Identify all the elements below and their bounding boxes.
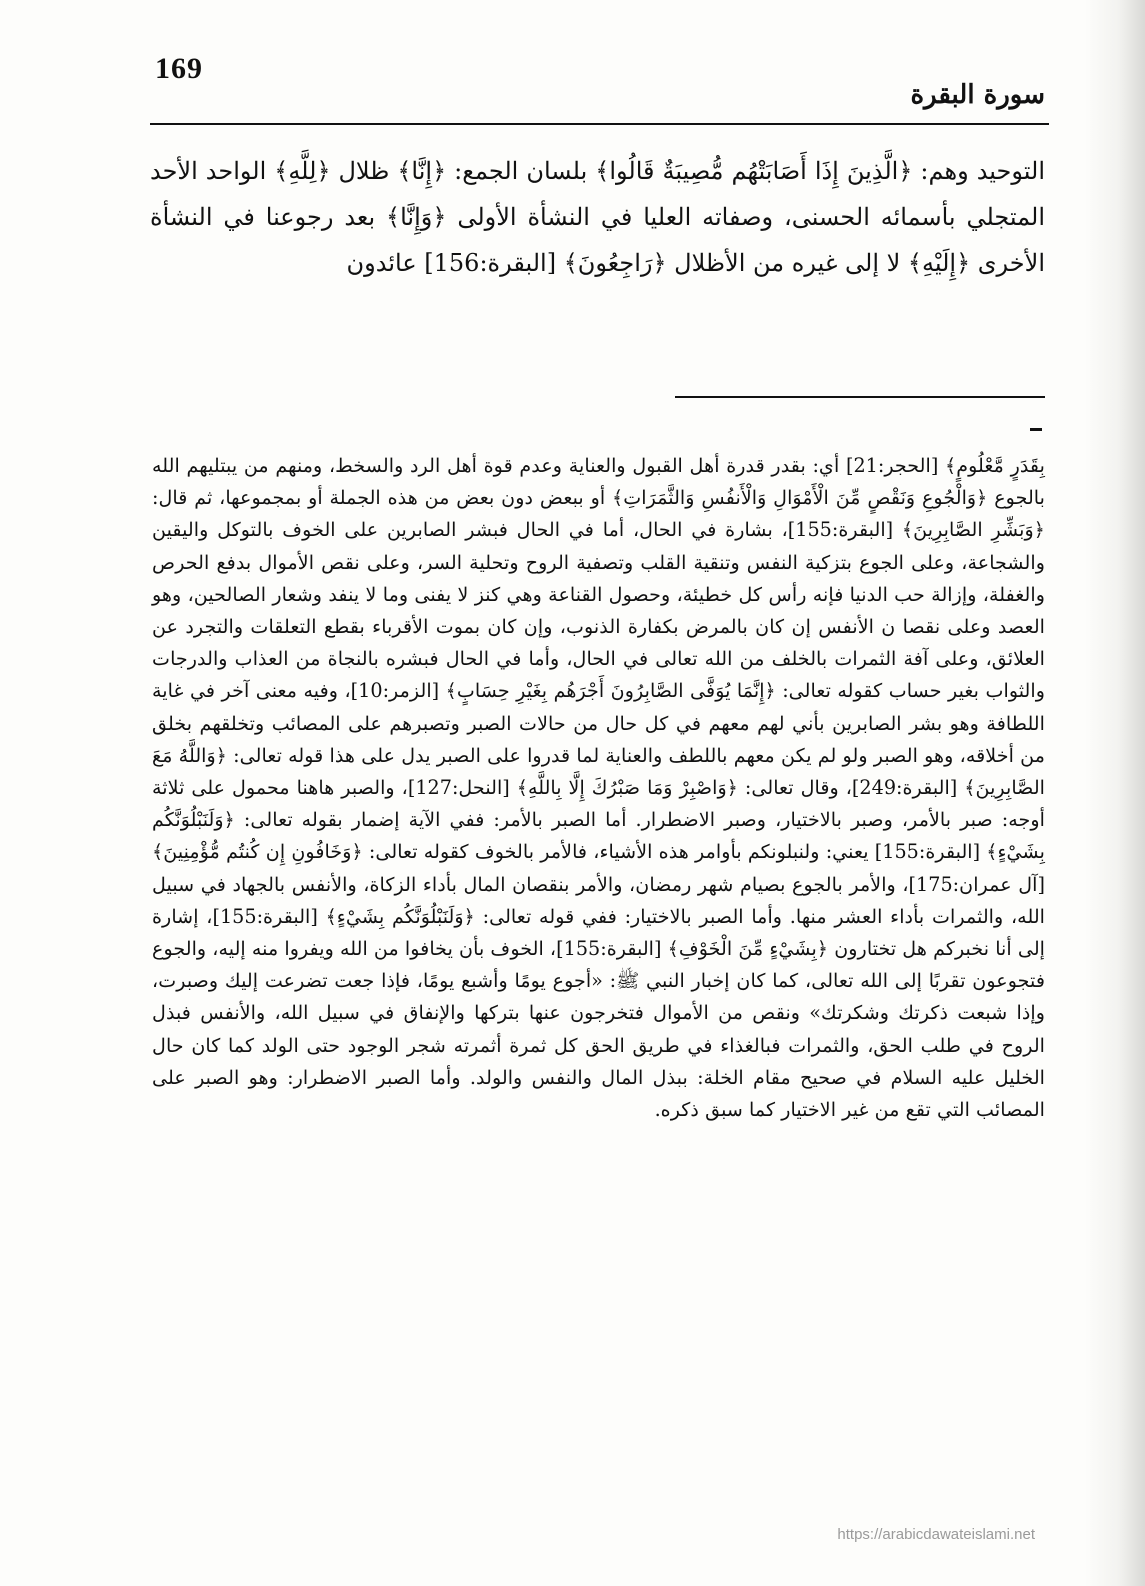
footnote-dash-mark [1030, 428, 1042, 431]
footnote-block [152, 450, 1045, 1126]
surah-title: سورة البقرة [910, 80, 1045, 110]
header-rule [150, 123, 1049, 125]
main-text-block [150, 148, 1045, 286]
footnote-paragraph: بِقَدَرٍ مَّعْلُومٍ﴾ [الحجر:21] أي: بقدر قدرة أهل القبول والعناية وعدم قوة أهل الرد والسخط، ومنهم من يبتليهم الله بالجوع ﴿وَالْجُوعِ وَنَقْصٍ مِّنَ الْأَمْوَالِ وَالْأَنفُسِ وَالثَّمَرَاتِ﴾ أو ببعض دون بعض من هذه الجملة أو بمجموعها، ثم قال: ﴿وَبَشِّرِ الصَّابِرِينَ﴾ [البقرة:155]، بشارة في الحال، أما في الحال فبشر الصابرين على الخوف بالتوكل واليقين والشجاعة، وعلى الجوع بتزكية النفس وتنقية القلب وتصفية الروح وتحلية السر، وعلى نقص الأموال بدفع الحرص والغفلة، وإزالة حب الدنيا فإنه رأس كل خطيئة، وحصول القناعة وهي كنز لا يفنى وما لا ينفد وشعار الصالحين، وهو العصد وعلى نقصا ن الأنفس إن كان بالمرض بكفارة الذنوب، وإن كان بموت الأقرباء بقطع التعلقات والتجرد عن العلائق، وعلى آفة الثمرات بالخلف من الله تعالى في الحال، وأما في الحال فبشره بالنجاة من العذاب والدرجات والثواب بغير حساب كقوله تعالى: ﴿إِنَّمَا يُوَفَّى الصَّابِرُونَ أَجْرَهُم بِغَيْرِ حِسَابٍ﴾ [الزمر:10]، وفيه معنى آخر في غاية اللطافة وهو بشر الصابرين بأني لهم معهم في كل حال من حالات الصبر وتصبرهم على المصائب وتخلقهم بخلق من أخلاقه، وهو الصبر ولو لم يكن معهم باللطف والعناية لما قدروا على الصبر يدل على هذا قوله تعالى: ﴿وَاللَّهُ مَعَ الصَّابِرِينَ﴾ [البقرة:249]، وقال تعالى: ﴿وَاصْبِرْ وَمَا صَبْرُكَ إِلَّا بِاللَّهِ﴾ [النحل:127]، والصبر هاهنا محمول على ثلاثة أوجه: صبر بالأمر، وصبر بالاختيار، وصبر الاضطرار. أما الصبر بالأمر: ففي الآية إضمار بقوله تعالى: ﴿وَلَنَبْلُوَنَّكُم بِشَيْءٍ﴾ [البقرة:155] يعني: ولنبلونكم بأوامر هذه الأشياء، فالأمر بالخوف كقوله تعالى: ﴿وَخَافُونِ إِن كُنتُم مُّؤْمِنِينَ﴾ [آل عمران:175]، والأمر بالجوع بصيام شهر رمضان، والأمر بنقصان المال بأداء الزكاة، والأنفس بالجهاد في سبيل الله، والثمرات بأداء العشر منها. وأما الصبر بالاختيار: ففي قوله تعالى: ﴿وَلَنَبْلُوَنَّكُم بِشَيْءٍ﴾ [البقرة:155]، إشارة إلى أنا نخبركم هل تختارون ﴿بِشَيْءٍ مِّنَ الْخَوْفِ﴾ [البقرة:155]، الخوف بأن يخافوا من الله ويفروا منه إليه، والجوع فتجوعون تقربًا إلى الله تعالى، كما كان إخبار النبي ﷺ: «أجوع يومًا وأشبع يومًا، فإذا جعت تضرعت إليك وصبرت، وإذا شبعت ذكرتك وشكرتك» ونقص من الأموال فتخرجون عنها بتركها والإنفاق في سبيل الله، والأنفس فبذل الروح في طلب الحق، والثمرات فبالغذاء في طريق الحق كل ثمرة أثمرته شجر الوجود حتى الولد كما كان حال الخليل عليه السلام في صحيح مقام الخلة: ببذل المال والنفس والولد. وأما الصبر الاضطرار: وهو الصبر على المصائب التي تقع من غير الاختيار كما سبق ذكره. [152, 454, 1046, 1122]
main-paragraph: التوحيد وهم: ﴿الَّذِينَ إِذَا أَصَابَتْهُم مُّصِيبَةٌ قَالُوا﴾ بلسان الجمع: ﴿إِنَّا﴾ ظلال ﴿لِلَّهِ﴾ الواحد الأحد المتجلي بأسمائه الحسنى، وصفاته العليا في النشأة الأولى ﴿وَإِنَّا﴾ بعد رجوعنا في النشأة الأخرى ﴿إِلَيْهِ﴾ لا إلى غيره من الأظلال ﴿رَاجِعُونَ﴾ [البقرة:156] عائدون [150, 157, 1045, 277]
footnote-separator [675, 396, 1045, 398]
page-number: 169 [155, 52, 203, 85]
watermark-url: https://arabicdawateislami.net [837, 1526, 1035, 1543]
scan-edge-shadow [1085, 0, 1145, 1586]
